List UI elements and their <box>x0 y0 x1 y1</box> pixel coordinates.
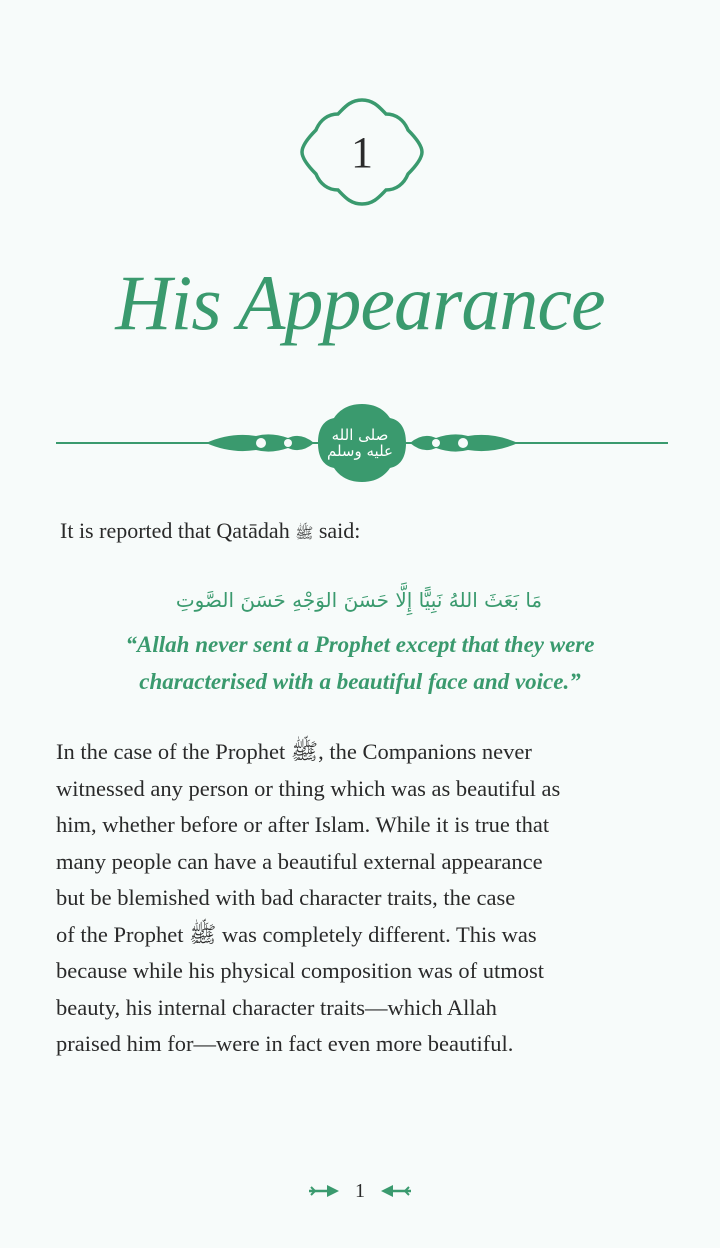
right-arrow-ornament-icon <box>377 1184 411 1198</box>
body-line: because while his physical composition was of utmost <box>56 958 545 983</box>
honorific-glyph: ﷺ <box>295 524 314 542</box>
english-quote-line-1: “Allah never sent a Prophet except that they were <box>125 632 595 657</box>
body-line: many people can have a beautiful external appearance <box>56 848 543 874</box>
page-footer <box>300 1176 420 1206</box>
page-number: 1 <box>355 1179 365 1202</box>
english-quote-line-2: characterised with a beautiful face and voice.” <box>139 669 581 694</box>
chapter-number: 1 <box>351 127 373 177</box>
body-line: of the Prophet ﷺ was completely different. This was <box>56 921 537 947</box>
arabic-quote: مَا بَعَثَ اللهُ نَبِيًّا إِلَّا حَسَنَ الوَجْهِ حَسَنَ الصَّوتِ <box>175 588 543 612</box>
body-paragraph <box>56 734 662 1063</box>
intro-line <box>60 518 360 546</box>
body-line: witnessed any person or thing which was as beautiful as <box>56 775 561 801</box>
body-line: praised him for—were in fact even more beautiful. <box>56 1031 514 1056</box>
body-line: but be blemished with bad character traits, the case <box>56 885 516 910</box>
intro-text: It is reported that Qatādah <box>60 518 290 543</box>
body-line: In the case of the Prophet ﷺ, the Companions never <box>56 739 532 764</box>
body-line: him, whether before or after Islam. While it is true that <box>56 812 550 837</box>
chapter-badge <box>300 96 424 208</box>
chapter-title: His Appearance <box>115 259 605 346</box>
left-arrow-ornament-icon <box>309 1184 343 1198</box>
intro-after: said: <box>318 518 361 543</box>
left-flourish-icon <box>206 434 314 451</box>
english-quote <box>60 626 660 700</box>
right-flourish-icon <box>410 434 518 451</box>
honorific-calligraphy: صلى الله عليه وسلم <box>326 426 393 460</box>
body-line: beauty, his internal character traits—which Allah <box>56 994 497 1020</box>
